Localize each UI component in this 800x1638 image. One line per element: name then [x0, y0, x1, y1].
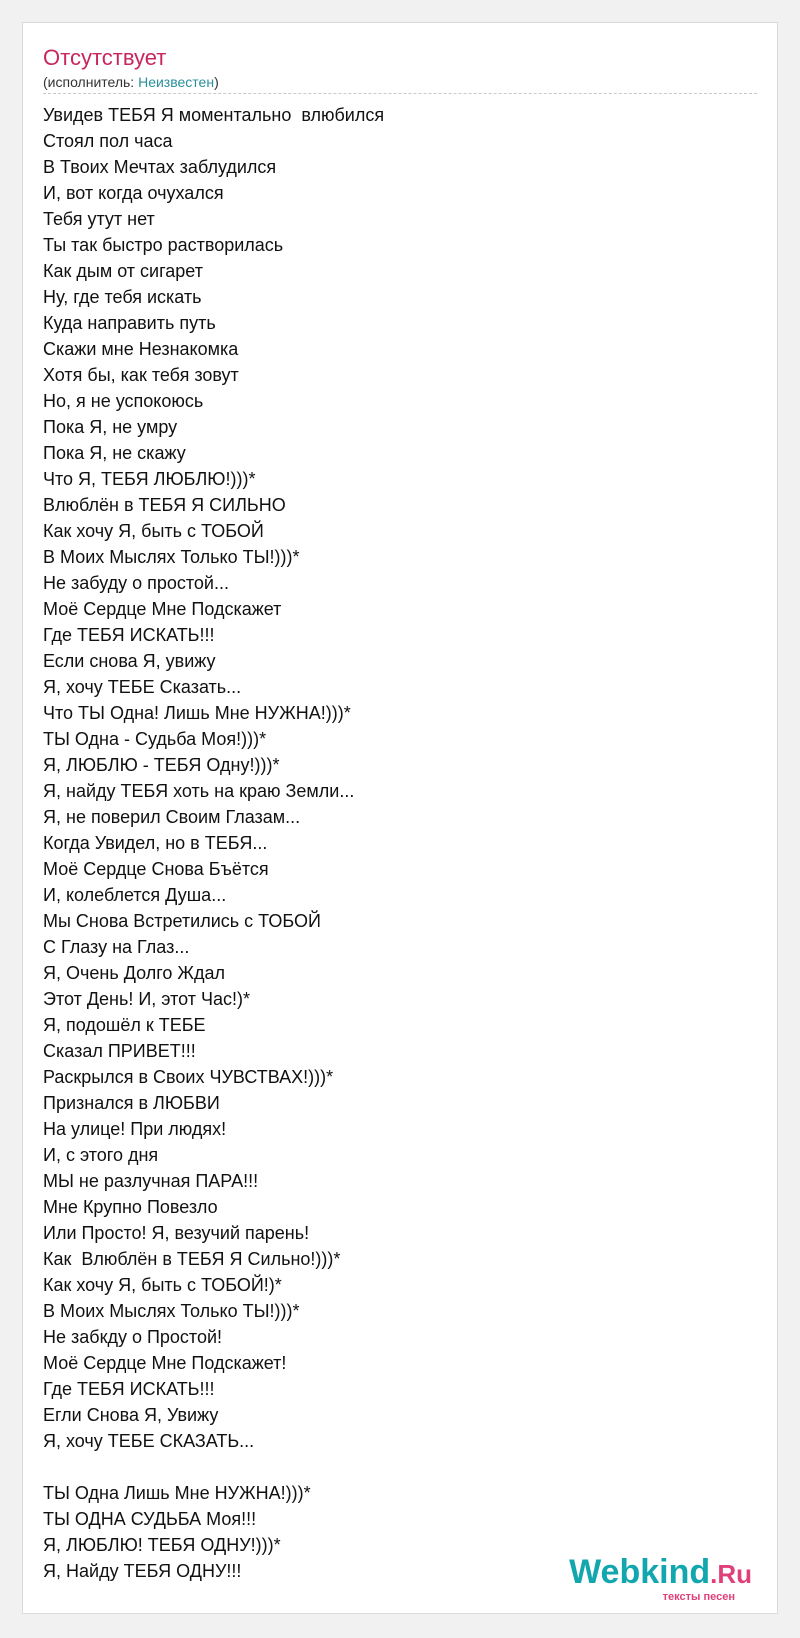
- lyric-line: Раскрылся в Своих ЧУВСТВАХ!)))*: [43, 1067, 334, 1087]
- lyric-line: Ты так быстро растворилась: [43, 235, 284, 255]
- lyric-line: Если снова Я, увижу: [43, 651, 216, 671]
- lyric-line: Я, Очень Долго Ждал: [43, 963, 226, 983]
- lyric-line: Не забуду о простой...: [43, 573, 229, 593]
- lyric-line: В Моих Мыслях Только ТЫ!)))*: [43, 1301, 300, 1321]
- lyric-line: Я, хочу ТЕБЕ Сказать...: [43, 677, 242, 697]
- lyric-line: Пока Я, не умру: [43, 417, 178, 437]
- lyric-line: Где ТЕБЯ ИСКАТЬ!!!: [43, 1379, 215, 1399]
- lyric-line: МЫ не разлучная ПАРА!!!: [43, 1171, 259, 1191]
- lyric-line: Где ТЕБЯ ИСКАТЬ!!!: [43, 625, 215, 645]
- lyric-line: Мы Снова Встретились с ТОБОЙ: [43, 911, 321, 931]
- lyric-line: Я, ЛЮБЛЮ - ТЕБЯ Одну!)))*: [43, 755, 280, 775]
- lyric-line: Стоял пол часа: [43, 131, 173, 151]
- lyric-line: Куда направить путь: [43, 313, 216, 333]
- lyric-line: Что ТЫ Одна! Лишь Мне НУЖНА!)))*: [43, 703, 351, 723]
- logo-main: Webkind: [569, 1553, 711, 1591]
- lyric-line: В Моих Мыслях Только ТЫ!)))*: [43, 547, 300, 567]
- lyric-line: Я, хочу ТЕБЕ СКАЗАТЬ...: [43, 1431, 255, 1451]
- lyric-line: Увидев ТЕБЯ Я моментально влюбился: [43, 105, 385, 125]
- lyric-line: Сказал ПРИВЕТ!!!: [43, 1041, 196, 1061]
- artist-link[interactable]: Неизвестен: [138, 74, 215, 90]
- lyric-line: Скажи мне Незнакомка: [43, 339, 239, 359]
- lyric-line: Как хочу Я, быть с ТОБОЙ: [43, 521, 264, 541]
- lyric-line: В Твоих Мечтах заблудился: [43, 157, 277, 177]
- song-title: Отсутствует: [43, 45, 167, 70]
- lyric-line: [43, 1454, 743, 1480]
- lyric-line: Влюблён в ТЕБЯ Я СИЛЬНО: [43, 495, 286, 515]
- lyric-line: Как дым от сигарет: [43, 261, 203, 281]
- lyric-line: Я, найду ТЕБЯ хоть на краю Земли...: [43, 781, 355, 801]
- lyric-line: ТЫ Одна - Судьба Моя!)))*: [43, 729, 267, 749]
- lyric-line: На улице! При людях!: [43, 1119, 227, 1139]
- logo-tagline: тексты песен: [662, 1591, 735, 1603]
- artist-line: [43, 73, 219, 91]
- lyric-line: И, колеблется Душа...: [43, 885, 227, 905]
- divider: [43, 93, 757, 94]
- lyric-line: Моё Сердце Снова Бъётся: [43, 859, 269, 879]
- lyric-line: Егли Снова Я, Увижу: [43, 1405, 219, 1425]
- lyric-line: Но, я не успокоюсь: [43, 391, 204, 411]
- lyric-line: Тебя утут нет: [43, 209, 155, 229]
- lyric-line: Хотя бы, как тебя зовут: [43, 365, 239, 385]
- artist-suffix: ): [214, 74, 219, 90]
- lyric-line: Моё Сердце Мне Подскажет!: [43, 1353, 287, 1373]
- lyric-line: Я, ЛЮБЛЮ! ТЕБЯ ОДНУ!)))*: [43, 1535, 281, 1555]
- lyric-line: Пока Я, не скажу: [43, 443, 186, 463]
- lyrics-page: [22, 22, 778, 1614]
- lyric-line: Как хочу Я, быть с ТОБОЙ!)*: [43, 1275, 282, 1295]
- webkind-logo[interactable]: [569, 1555, 752, 1591]
- lyric-line: Или Просто! Я, везучий парень!: [43, 1223, 310, 1243]
- lyric-line: И, вот когда очухался: [43, 183, 224, 203]
- lyric-line: Этот День! И, этот Час!)*: [43, 989, 250, 1009]
- lyric-line: Я, подошёл к ТЕБЕ: [43, 1015, 206, 1035]
- lyric-line: Признался в ЛЮБВИ: [43, 1093, 220, 1113]
- lyric-line: Не забкду о Простой!: [43, 1327, 223, 1347]
- lyric-line: Мне Крупно Повезло: [43, 1197, 218, 1217]
- lyric-line: И, с этого дня: [43, 1145, 159, 1165]
- logo-tld: .Ru: [710, 1559, 752, 1589]
- lyrics-text: [43, 102, 743, 1584]
- lyric-line: Когда Увидел, но в ТЕБЯ...: [43, 833, 268, 853]
- lyric-line: Моё Сердце Мне Подскажет: [43, 599, 282, 619]
- lyric-line: Я, не поверил Своим Глазам...: [43, 807, 301, 827]
- lyric-line: ТЫ ОДНА СУДЬБА Моя!!!: [43, 1509, 257, 1529]
- lyric-line: Что Я, ТЕБЯ ЛЮБЛЮ!)))*: [43, 469, 256, 489]
- lyric-line: Я, Найду ТЕБЯ ОДНУ!!!: [43, 1561, 242, 1581]
- artist-prefix: (исполнитель:: [43, 74, 139, 90]
- lyric-line: С Глазу на Глаз...: [43, 937, 190, 957]
- lyric-line: Как Влюблён в ТЕБЯ Я Сильно!)))*: [43, 1249, 341, 1269]
- lyric-line: ТЫ Одна Лишь Мне НУЖНА!)))*: [43, 1483, 311, 1503]
- lyric-line: Ну, где тебя искать: [43, 287, 202, 307]
